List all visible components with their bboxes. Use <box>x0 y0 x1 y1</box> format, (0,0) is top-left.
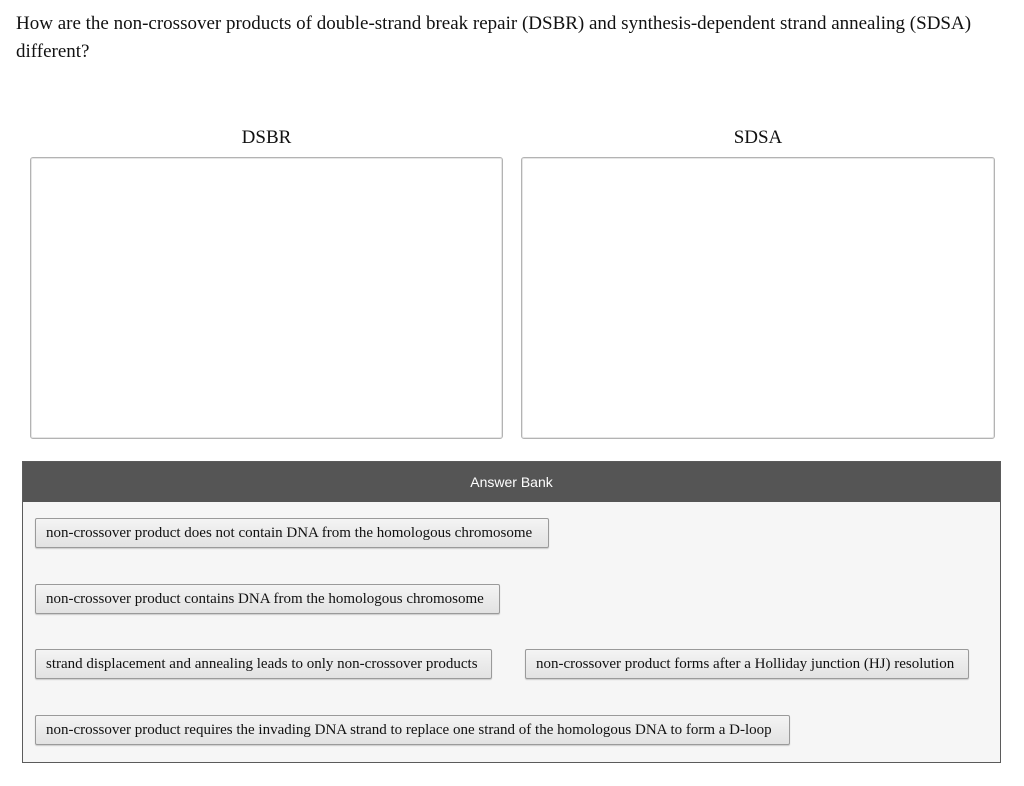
dsbr-drop-zone[interactable] <box>30 157 503 439</box>
answer-bank <box>22 461 1001 763</box>
sdsa-drop-zone[interactable] <box>521 157 995 439</box>
dsbr-zone-title: DSBR <box>241 127 292 148</box>
answer-chip[interactable]: non-crossover product requires the invading DNA strand to replace one strand of the homologous DNA to form a D-loop <box>35 715 790 745</box>
answer-chip[interactable]: strand displacement and annealing leads to only non-crossover products <box>35 649 492 679</box>
answer-bank-title: Answer Bank <box>23 462 1000 502</box>
answer-chip[interactable]: non-crossover product does not contain DNA from the homologous chromosome <box>35 518 549 548</box>
sdsa-zone-title: SDSA <box>733 127 783 148</box>
question-text: How are the non-crossover products of double-strand break repair (DSBR) and synthesis-dependent strand annealing (SDSA) different? <box>16 13 972 62</box>
answer-chip[interactable]: non-crossover product contains DNA from the homologous chromosome <box>35 584 500 614</box>
answer-chip[interactable]: non-crossover product forms after a Holliday junction (HJ) resolution <box>525 649 969 679</box>
